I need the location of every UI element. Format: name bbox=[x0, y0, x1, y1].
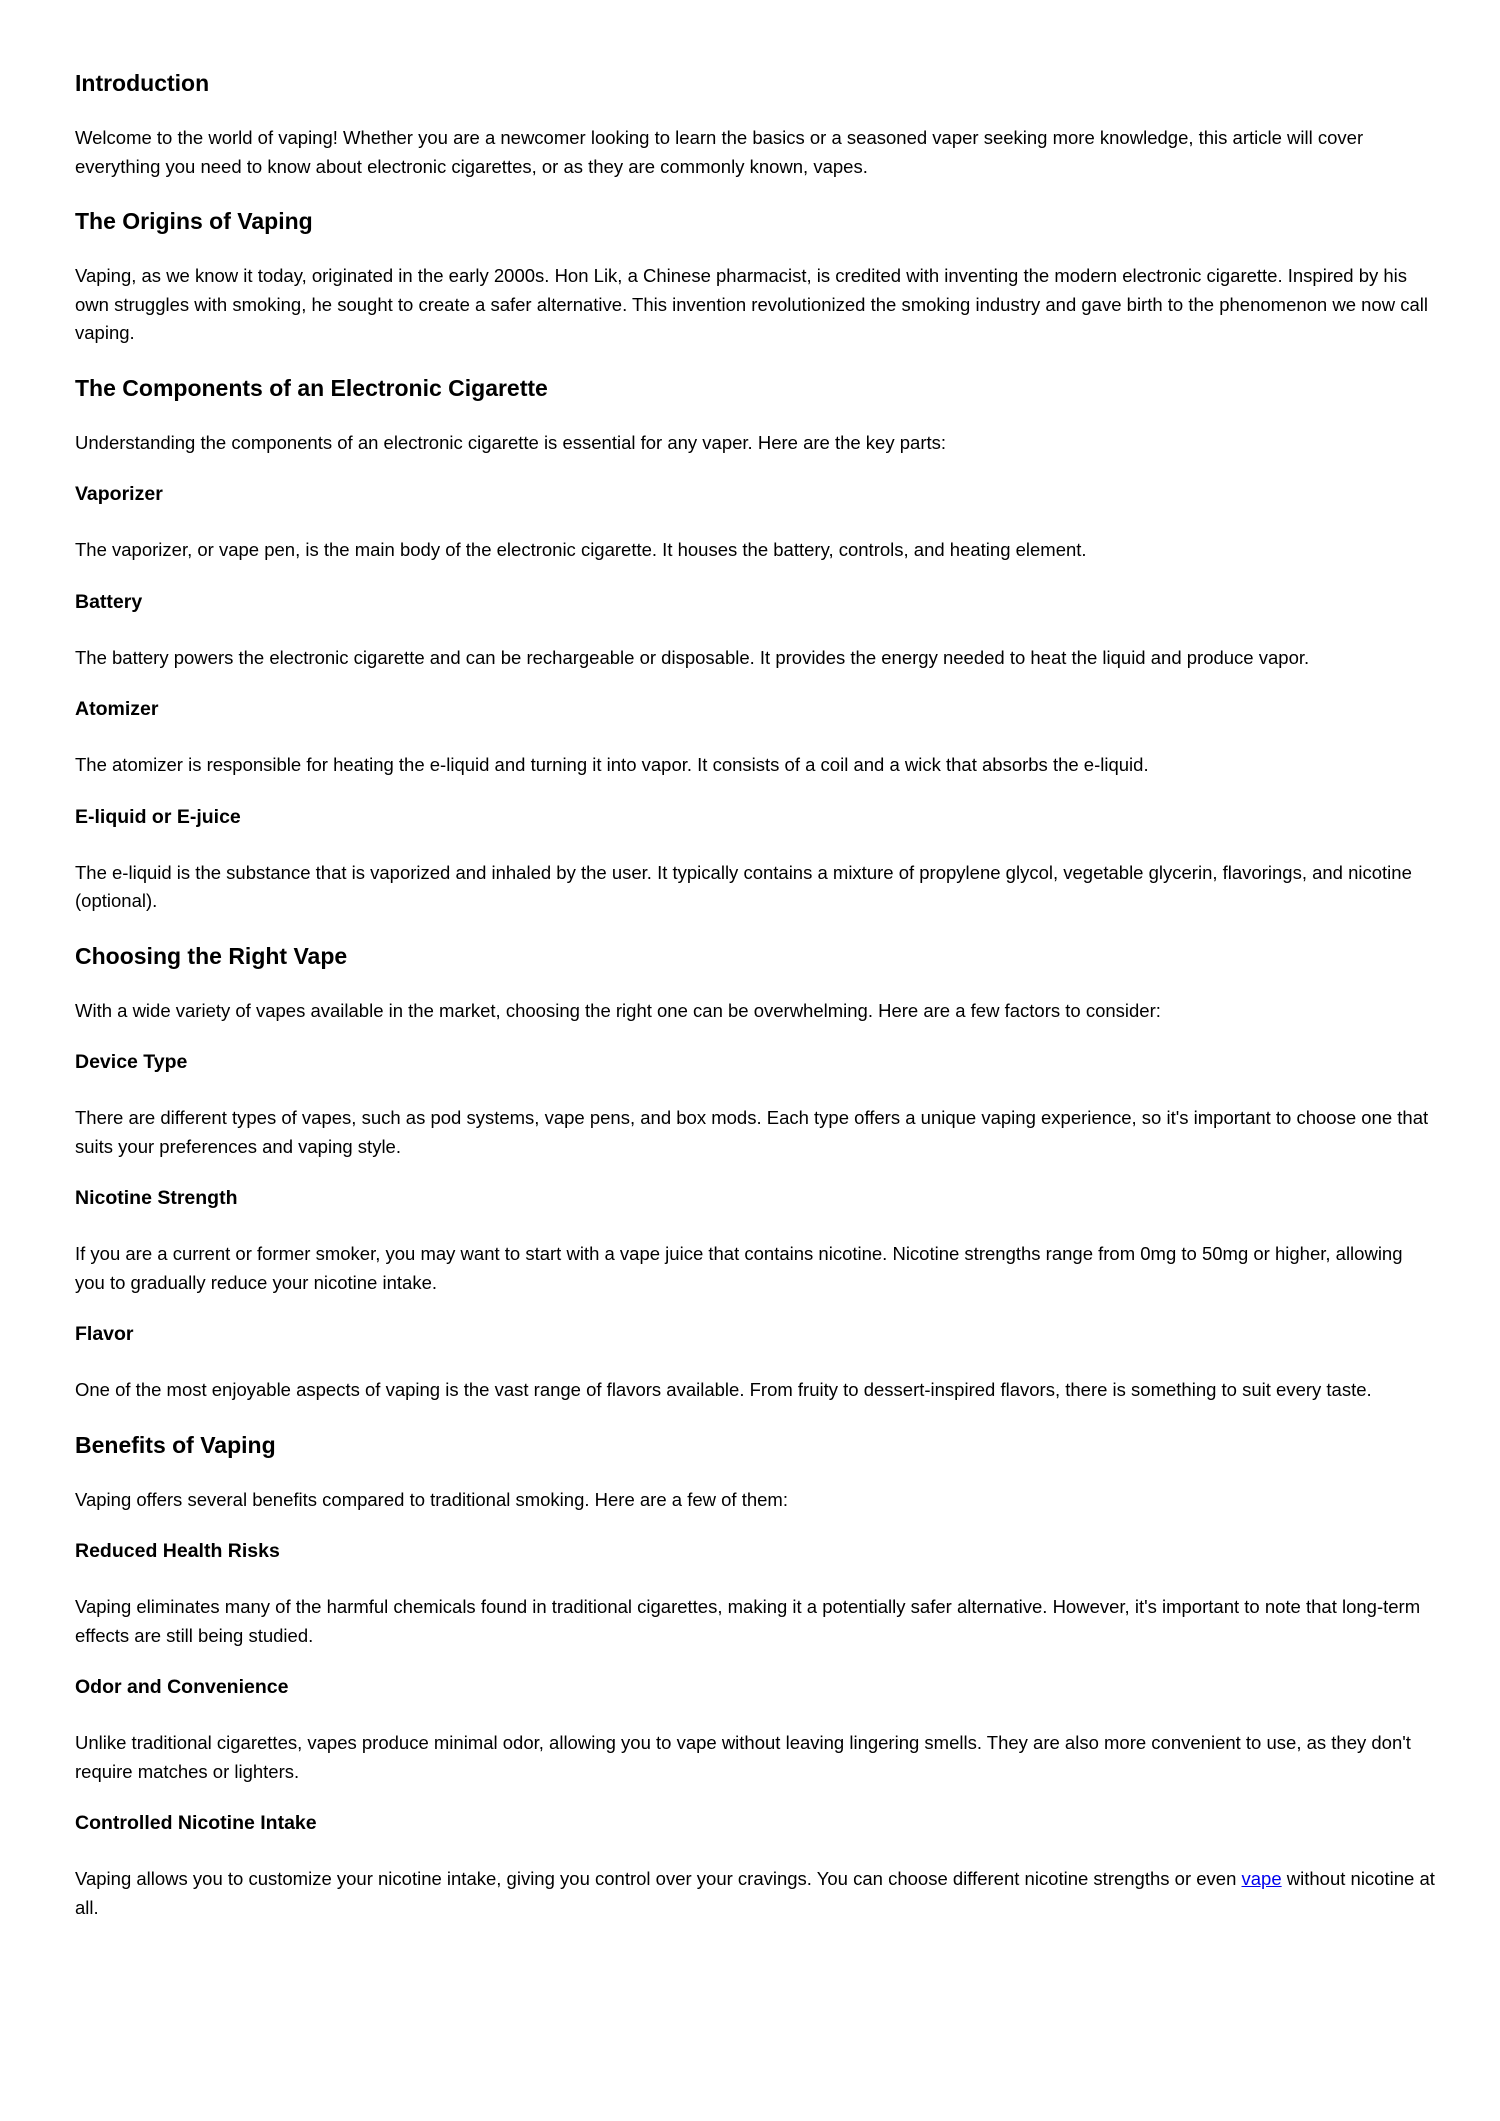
heading-components: The Components of an Electronic Cigarette bbox=[75, 374, 548, 401]
subheading-flavor: Flavor bbox=[75, 1323, 134, 1345]
subheading-controlled-nicotine: Controlled Nicotine Intake bbox=[75, 1812, 317, 1834]
paragraph-controlled-nicotine-after: without nicotine at all. bbox=[75, 1868, 1435, 1918]
subheading-battery: Battery bbox=[75, 590, 143, 613]
subheading-reduced-health-risks: Reduced Health Risks bbox=[75, 1540, 280, 1562]
heading-benefits: Benefits of Vaping bbox=[75, 1431, 276, 1458]
subheading-atomizer: Atomizer bbox=[75, 698, 159, 720]
subheading-vaporizer: Vaporizer bbox=[75, 483, 163, 505]
paragraph-nicotine-strength: If you are a current or former smoker, you may want to start with a vape juice that contains nicotine. Nicotine strengths range from 0mg to 50mg or higher, allowing you to gradually reduce your nicotine intake. bbox=[75, 1243, 1403, 1293]
paragraph-odor-convenience: Unlike traditional cigarettes, vapes produce minimal odor, allowing you to vape without leaving lingering smells. They are also more convenient to use, as they don't require matches or lighters. bbox=[75, 1732, 1411, 1782]
heading-origins: The Origins of Vaping bbox=[75, 208, 313, 234]
heading-introduction: Introduction bbox=[75, 70, 210, 96]
paragraph-flavor: One of the most enjoyable aspects of vaping is the vast range of flavors available. From fruity to dessert-inspired flavors, there is something to suit every taste. bbox=[75, 1379, 1372, 1400]
paragraph-choosing-intro: With a wide variety of vapes available in the market, choosing the right one can be overwhelming. Here are a few factors to consider: bbox=[75, 999, 1161, 1021]
paragraph-battery: The battery powers the electronic cigarette and can be rechargeable or disposable. It provides the energy needed to heat the liquid and produce vapor. bbox=[75, 646, 1310, 668]
subheading-nicotine-strength: Nicotine Strength bbox=[75, 1187, 238, 1209]
paragraph-device-type: There are different types of vapes, such as pod systems, vape pens, and box mods. Each type offers a unique vaping experience, so it's important to choose one that suits your preferences and vaping style. bbox=[75, 1107, 1429, 1157]
paragraph-controlled-nicotine-before: Vaping allows you to customize your nicotine intake, giving you control over your cravings. You can choose different nicotine strengths or even bbox=[75, 1868, 1242, 1889]
paragraph-controlled-nicotine bbox=[75, 1865, 1435, 1922]
paragraph-atomizer: The atomizer is responsible for heating the e-liquid and turning it into vapor. It consists of a coil and a wick that absorbs the e-liquid. bbox=[75, 754, 1149, 775]
vape-link[interactable]: vape bbox=[1241, 1868, 1282, 1889]
paragraph-vaporizer: The vaporizer, or vape pen, is the main body of the electronic cigarette. It houses the battery, controls, and heating element. bbox=[75, 539, 1087, 560]
paragraph-benefits-intro: Vaping offers several benefits compared to traditional smoking. Here are a few of them: bbox=[75, 1488, 788, 1510]
paragraph-reduced-health-risks: Vaping eliminates many of the harmful chemicals found in traditional cigarettes, making it a potentially safer alternative. However, it's important to note that long-term effects are still being studied. bbox=[75, 1596, 1421, 1646]
subheading-e-liquid: E-liquid or E-juice bbox=[75, 805, 241, 828]
heading-choosing: Choosing the Right Vape bbox=[75, 942, 348, 969]
subheading-device-type: Device Type bbox=[75, 1051, 188, 1073]
subheading-odor-convenience: Odor and Convenience bbox=[75, 1676, 289, 1698]
article bbox=[75, 66, 1435, 1922]
paragraph-e-liquid: The e-liquid is the substance that is vaporized and inhaled by the user. It typically contains a mixture of propylene glycol, vegetable glycerin, flavorings, and nicotine (optional). bbox=[75, 861, 1412, 911]
paragraph-origins: Vaping, as we know it today, originated in the early 2000s. Hon Lik, a Chinese pharmacist, is credited with inventing the modern electronic cigarette. Inspired by his own struggles with smoking, he sought to create a safer alternative. This invention revolutionized the smoking industry and gave birth to the phenomenon we now call vaping. bbox=[75, 265, 1428, 343]
paragraph-introduction: Welcome to the world of vaping! Whether you are a newcomer looking to learn the basics or a seasoned vaper seeking more knowledge, this article will cover everything you need to know about electronic cigarettes, or as they are commonly known, vapes. bbox=[75, 127, 1364, 177]
paragraph-components-intro: Understanding the components of an electronic cigarette is essential for any vaper. Here are the key parts: bbox=[75, 431, 947, 453]
